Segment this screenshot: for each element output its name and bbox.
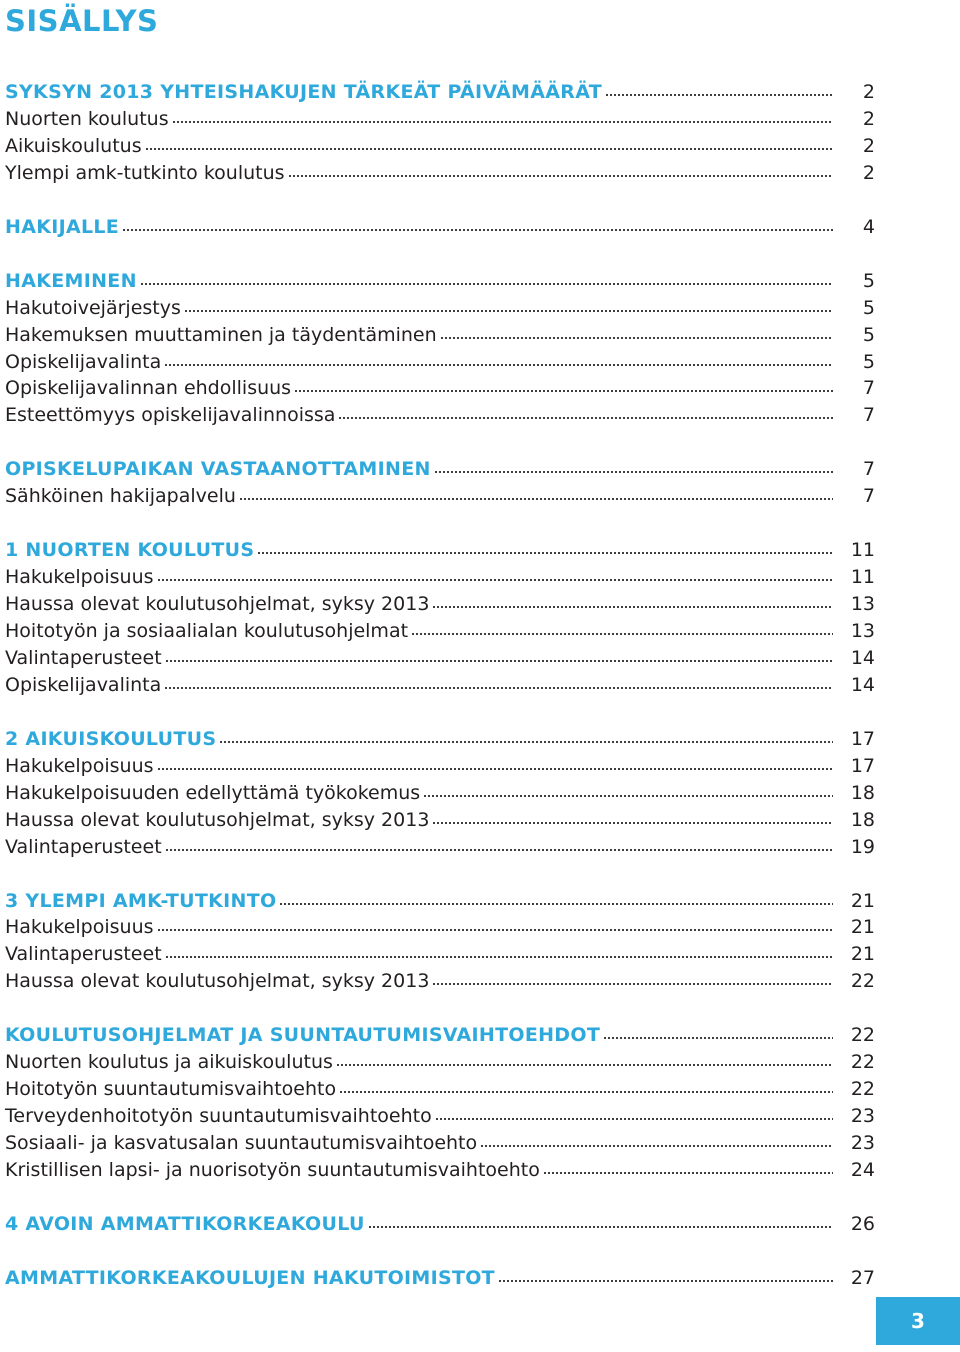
toc-item-title: Valintaperusteet — [5, 646, 162, 669]
toc-page-number: 2 — [862, 81, 875, 103]
toc-page-number: 5 — [862, 323, 875, 346]
toc-item-title: Sähköinen hakijapalvelu — [5, 485, 236, 508]
dot-leader — [184, 308, 833, 314]
toc-item[interactable] — [5, 1076, 875, 1103]
dot-leader — [432, 604, 833, 610]
toc-page-number: 5 — [862, 269, 875, 292]
toc-item[interactable] — [5, 402, 875, 429]
toc-page-number: 2 — [862, 161, 875, 184]
toc-item[interactable] — [5, 941, 875, 968]
toc-page-number: 11 — [850, 539, 875, 562]
dot-leader — [338, 415, 833, 421]
toc-page-number: 2 — [862, 107, 875, 130]
toc-item-title: Valintaperusteet — [5, 943, 162, 966]
toc-page-number: 21 — [850, 943, 875, 966]
toc-section-title: SYKSYN 2013 YHTEISHAKUJEN TÄRKEÄT PÄIVÄMÄÄRÄT — [5, 81, 602, 103]
dot-leader — [336, 1062, 833, 1068]
toc-item[interactable] — [5, 968, 875, 995]
toc-section[interactable] — [5, 456, 875, 483]
toc-section-title: KOULUTUSOHJELMAT JA SUUNTAUTUMISVAIHTOEHDOT — [5, 1024, 601, 1047]
dot-leader — [423, 793, 833, 799]
toc-section-title: 2 AIKUISKOULUTUS — [5, 727, 217, 750]
dot-leader — [164, 362, 833, 368]
toc-page-number: 23 — [850, 1105, 875, 1128]
toc-item[interactable] — [5, 807, 875, 834]
toc-section[interactable] — [5, 79, 875, 106]
dot-leader — [165, 847, 833, 853]
toc-page-number: 26 — [850, 1212, 875, 1235]
toc-item-title: Hakemuksen muuttaminen ja täydentäminen — [5, 323, 437, 346]
toc-item[interactable] — [5, 672, 875, 699]
dot-leader — [368, 1224, 833, 1230]
toc-item-title: Esteettömyys opiskelijavalinnoissa — [5, 404, 336, 427]
toc-item-title: Nuorten koulutus ja aikuiskoulutus — [5, 1051, 333, 1074]
toc-page-number: 11 — [850, 566, 875, 589]
page-number: 3 — [911, 1309, 925, 1333]
dot-leader — [434, 469, 833, 475]
toc-section-title: AMMATTIKORKEAKOULUJEN HAKUTOIMISTOT — [5, 1266, 495, 1289]
toc-item-title: Aikuiskoulutus — [5, 134, 142, 157]
toc-section-title: OPISKELUPAIKAN VASTAANOTTAMINEN — [5, 458, 431, 481]
toc-item-title: Hoitotyön ja sosiaalialan koulutusohjelmat — [5, 620, 409, 642]
toc-item-title: Nuorten koulutus — [5, 107, 169, 130]
dot-leader — [157, 577, 833, 583]
dot-leader — [543, 1170, 833, 1176]
toc-page-number: 7 — [862, 377, 875, 400]
toc-page-number: 19 — [850, 835, 875, 858]
toc-item[interactable] — [5, 834, 875, 861]
dot-leader — [480, 1143, 833, 1149]
toc-section[interactable] — [5, 537, 875, 564]
toc-page-number: 21 — [850, 889, 875, 912]
toc-section[interactable] — [5, 214, 875, 241]
toc-page-number: 7 — [862, 404, 875, 427]
toc-section-title: 1 NUORTEN KOULUTUS — [5, 539, 255, 562]
toc-item[interactable] — [5, 483, 875, 510]
toc-item[interactable] — [5, 133, 875, 160]
toc-page-number: 5 — [862, 350, 875, 373]
toc-item-title: Opiskelijavalinnan ehdollisuus — [5, 377, 292, 400]
toc-item[interactable] — [5, 1103, 875, 1130]
toc-section[interactable] — [5, 1265, 875, 1292]
toc-item-title: Hakukelpoisuus — [5, 916, 154, 939]
toc-item[interactable] — [5, 375, 875, 402]
toc-item-title: Haussa olevat koulutusohjelmat, syksy 2013 — [5, 593, 430, 616]
toc-item[interactable] — [5, 564, 875, 591]
page-number-badge — [876, 1297, 960, 1345]
toc-item-title: Haussa olevat koulutusohjelmat, syksy 2013 — [5, 970, 430, 993]
toc-item-title: Valintaperusteet — [5, 835, 162, 858]
dot-leader — [239, 496, 833, 502]
toc-page-number: 5 — [862, 296, 875, 319]
toc-item-title: Hakukelpoisuus — [5, 754, 154, 777]
toc-item-title: Hakutoivejärjestys — [5, 296, 181, 319]
toc-page-number: 18 — [850, 781, 875, 804]
dot-leader — [432, 981, 833, 987]
toc-item-title: Ylempi amk-tutkinto koulutus — [5, 161, 285, 184]
toc-item-title: Hakukelpoisuus — [5, 566, 154, 589]
toc-page-number: 24 — [850, 1159, 875, 1181]
page-title: SISÄLLYS — [5, 4, 159, 38]
dot-leader — [157, 927, 833, 933]
dot-leader — [122, 227, 833, 233]
dot-leader — [165, 658, 833, 664]
toc-item-title: Sosiaali- ja kasvatusalan suuntautumisvaihtoehto — [5, 1132, 478, 1155]
toc-item[interactable] — [5, 295, 875, 322]
toc-item-title: Opiskelijavalinta — [5, 673, 162, 696]
toc-item[interactable] — [5, 780, 875, 807]
toc-item[interactable] — [5, 1049, 875, 1076]
toc-section[interactable] — [5, 1211, 875, 1238]
toc-section[interactable] — [5, 268, 875, 295]
toc-page-number: 22 — [850, 1051, 875, 1074]
toc-page-number: 22 — [850, 1024, 875, 1047]
dot-leader — [411, 631, 833, 637]
toc-page-number: 17 — [850, 754, 875, 777]
toc-page-number: 13 — [850, 620, 875, 642]
dot-leader — [294, 388, 833, 394]
dot-leader — [164, 685, 833, 691]
dot-leader — [145, 146, 833, 152]
dot-leader — [140, 281, 833, 287]
dot-leader — [603, 1035, 833, 1041]
toc-item-title: Opiskelijavalinta — [5, 350, 162, 373]
toc-page-number: 23 — [850, 1132, 875, 1155]
toc-page-number: 14 — [850, 646, 875, 669]
toc-page-number: 7 — [862, 458, 875, 481]
dot-leader — [157, 766, 833, 772]
toc-page-number: 22 — [850, 1078, 875, 1101]
toc-page-number: 14 — [850, 673, 875, 696]
toc-item-title: Kristillisen lapsi- ja nuorisotyön suuntautumisvaihtoehto — [5, 1159, 540, 1181]
toc-item-title: Haussa olevat koulutusohjelmat, syksy 2013 — [5, 808, 430, 831]
dot-leader — [432, 820, 833, 826]
toc-page-number: 22 — [850, 970, 875, 993]
toc-section[interactable] — [5, 1022, 875, 1049]
dot-leader — [219, 739, 833, 745]
toc-item[interactable] — [5, 753, 875, 780]
toc-page-number: 2 — [862, 134, 875, 157]
dot-leader — [435, 1116, 833, 1122]
toc-item[interactable] — [5, 591, 875, 618]
toc-item[interactable] — [5, 1157, 875, 1184]
dot-leader — [288, 173, 833, 179]
toc-item[interactable] — [5, 349, 875, 376]
toc-section[interactable] — [5, 888, 875, 915]
toc-section-title: HAKEMINEN — [5, 269, 137, 292]
toc-item[interactable] — [5, 1130, 875, 1157]
toc-item[interactable] — [5, 160, 875, 187]
dot-leader — [172, 119, 833, 125]
toc-page-number: 13 — [850, 593, 875, 616]
dot-leader — [279, 901, 833, 907]
toc-page-number: 21 — [850, 916, 875, 939]
toc-item[interactable] — [5, 618, 875, 645]
dot-leader — [440, 335, 833, 341]
toc-item[interactable] — [5, 322, 875, 349]
dot-leader — [165, 954, 833, 960]
toc-page-number: 27 — [850, 1266, 875, 1289]
toc-page-number: 17 — [850, 727, 875, 750]
toc-item-title: Hoitotyön suuntautumisvaihtoehto — [5, 1078, 337, 1101]
toc-section-title: 3 YLEMPI AMK-TUTKINTO — [5, 889, 277, 912]
toc-section-title: HAKIJALLE — [5, 215, 120, 238]
toc-page-number: 7 — [862, 485, 875, 508]
dot-leader — [257, 550, 833, 556]
toc-section[interactable] — [5, 726, 875, 753]
dot-leader — [339, 1089, 833, 1095]
toc-page-number: 18 — [850, 808, 875, 831]
toc-page-number: 4 — [862, 215, 875, 238]
dot-leader — [498, 1278, 833, 1284]
toc-item[interactable] — [5, 645, 875, 672]
toc-item[interactable] — [5, 914, 875, 941]
toc-item-title: Hakukelpoisuuden edellyttämä työkokemus — [5, 781, 421, 804]
dot-leader — [605, 92, 833, 98]
toc-item-title: Terveydenhoitotyön suuntautumisvaihtoehto — [5, 1105, 432, 1128]
toc-item[interactable] — [5, 106, 875, 133]
toc-section-title: 4 AVOIN AMMATTIKORKEAKOULU — [5, 1212, 365, 1235]
